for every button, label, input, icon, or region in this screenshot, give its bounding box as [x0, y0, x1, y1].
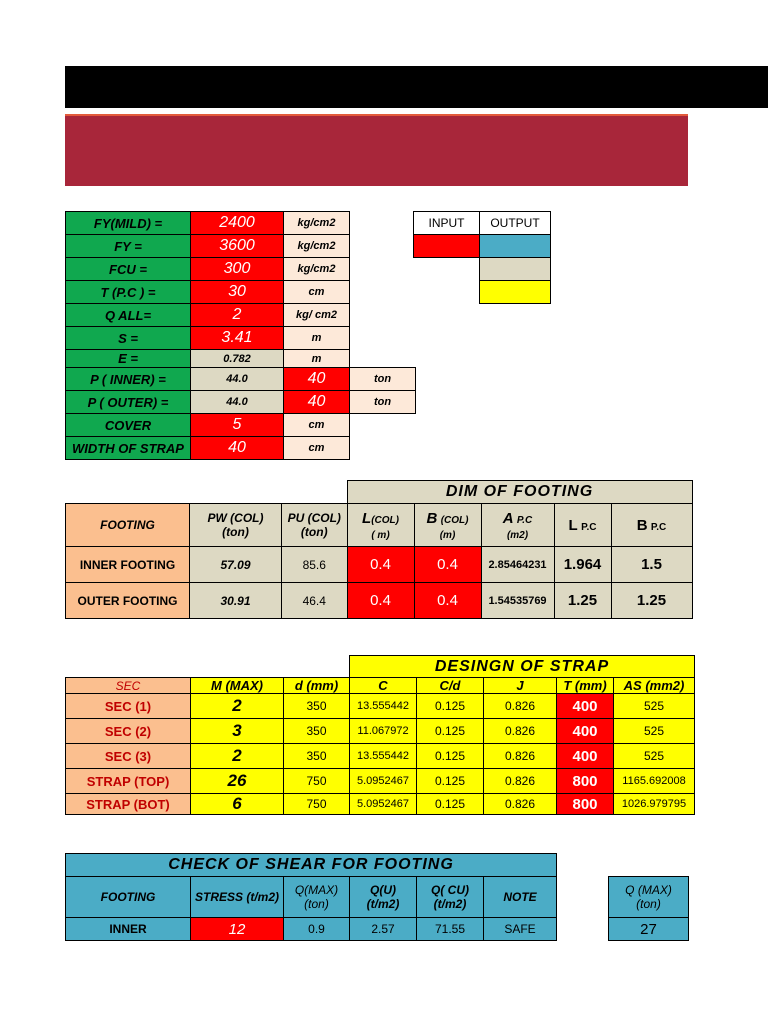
param-calc: 44.0 — [191, 391, 284, 414]
dim-row-bpc: 1.5 — [611, 547, 692, 583]
dim-row-pw: 57.09 — [190, 547, 282, 583]
shear-row-name: INNER — [66, 918, 191, 941]
dim-header-a: A P.C (m2) — [481, 504, 554, 547]
strap-cell-d: 750 — [284, 794, 350, 815]
dim-row-l[interactable]: 0.4 — [347, 547, 414, 583]
dim-row-name: INNER FOOTING — [66, 547, 190, 583]
param-value[interactable]: 40 — [284, 368, 350, 391]
strap-cell-c: 13.555442 — [350, 744, 417, 769]
shear-row-stress[interactable]: 12 — [191, 918, 284, 941]
strap-row — [66, 794, 695, 815]
strap-cell-sec: SEC (1) — [66, 694, 191, 719]
strap-cell-c: 11.067972 — [350, 719, 417, 744]
strap-cell-c: 5.0952467 — [350, 769, 417, 794]
dim-row-lpc: 1.25 — [554, 583, 611, 619]
param-label: S = — [66, 327, 191, 350]
param-unit: cm — [284, 281, 350, 304]
strap-header-cell: T (mm) — [557, 678, 614, 694]
dim-row-bpc: 1.25 — [611, 583, 692, 619]
strap-cell-m: 3 — [191, 719, 284, 744]
design-of-strap-table — [65, 655, 695, 815]
strap-cell-as: 525 — [614, 719, 695, 744]
strap-row — [66, 769, 695, 794]
strap-title: DESINGN OF STRAP — [350, 656, 695, 678]
shear-row-qcu: 71.55 — [417, 918, 484, 941]
param-unit: kg/cm2 — [284, 235, 350, 258]
strap-cell-d: 350 — [284, 694, 350, 719]
strap-cell-m: 2 — [191, 694, 284, 719]
dim-header-lpc: L P.C — [554, 504, 611, 547]
strap-cell-m: 26 — [191, 769, 284, 794]
dim-row-a: 2.85464231 — [481, 547, 554, 583]
strap-header-cell: d (mm) — [284, 678, 350, 694]
param-label: COVER — [66, 414, 191, 437]
param-label: E = — [66, 350, 191, 368]
strap-cell-j: 0.826 — [484, 769, 557, 794]
param-label: FY(MILD) = — [66, 212, 191, 235]
strap-cell-m: 6 — [191, 794, 284, 815]
dim-header-l: L(COL) ( m) — [347, 504, 414, 547]
shear-row-note: SAFE — [484, 918, 557, 941]
strap-header-cell: C/d — [417, 678, 484, 694]
param-unit: m — [284, 327, 350, 350]
dim-row-inner — [66, 547, 693, 583]
dim-row-outer — [66, 583, 693, 619]
param-value[interactable]: 5 — [191, 414, 284, 437]
strap-header-cell: AS (mm2) — [614, 678, 695, 694]
param-row — [66, 414, 416, 437]
strap-cell-d: 750 — [284, 769, 350, 794]
strap-cell-sec: SEC (3) — [66, 744, 191, 769]
strap-cell-sec: STRAP (BOT) — [66, 794, 191, 815]
param-value[interactable]: 3.41 — [191, 327, 284, 350]
title-banner — [65, 114, 688, 186]
strap-header-cell: C — [350, 678, 417, 694]
strap-cell-j: 0.826 — [484, 794, 557, 815]
param-label: WIDTH OF STRAP — [66, 437, 191, 460]
param-label: Q ALL= — [66, 304, 191, 327]
param-label: FY = — [66, 235, 191, 258]
dim-row-l[interactable]: 0.4 — [347, 583, 414, 619]
strap-cell-j: 0.826 — [484, 744, 557, 769]
param-row — [66, 235, 416, 258]
strap-cell-as: 525 — [614, 694, 695, 719]
dim-of-footing-table — [65, 480, 693, 619]
param-row — [66, 304, 416, 327]
param-row — [66, 212, 416, 235]
param-unit: cm — [284, 437, 350, 460]
q-max-side-table — [608, 876, 689, 941]
param-calc: 44.0 — [191, 368, 284, 391]
strap-cell-cd: 0.125 — [417, 694, 484, 719]
strap-cell-c: 5.0952467 — [350, 794, 417, 815]
shear-header-qu: Q(U) (t/m2) — [350, 877, 417, 918]
strap-cell-d: 350 — [284, 744, 350, 769]
strap-cell-t: 400 — [557, 744, 614, 769]
param-value[interactable]: 2 — [191, 304, 284, 327]
dim-header-footing: FOOTING — [66, 504, 190, 547]
param-row — [66, 258, 416, 281]
strap-row — [66, 744, 695, 769]
strap-header-cell: M (MAX) — [191, 678, 284, 694]
shear-row-qu: 2.57 — [350, 918, 417, 941]
param-row — [66, 350, 416, 368]
strap-cell-as: 1026.979795 — [614, 794, 695, 815]
param-value[interactable]: 30 — [191, 281, 284, 304]
shear-title: CHECK OF SHEAR FOR FOOTING — [66, 854, 557, 877]
strap-cell-as: 1165.692008 — [614, 769, 695, 794]
strap-cell-d: 350 — [284, 719, 350, 744]
dim-row-b[interactable]: 0.4 — [414, 547, 481, 583]
shear-header-note: NOTE — [484, 877, 557, 918]
param-value[interactable]: 3600 — [191, 235, 284, 258]
strap-cell-j: 0.826 — [484, 719, 557, 744]
shear-header-stress: STRESS (t/m2) — [191, 877, 284, 918]
dim-row-name: OUTER FOOTING — [66, 583, 190, 619]
param-row — [66, 327, 416, 350]
param-label: P ( INNER) = — [66, 368, 191, 391]
strap-row — [66, 694, 695, 719]
param-value[interactable]: 40 — [191, 437, 284, 460]
param-unit: m — [284, 350, 350, 368]
param-label: FCU = — [66, 258, 191, 281]
strap-cell-cd: 0.125 — [417, 769, 484, 794]
strap-cell-cd: 0.125 — [417, 719, 484, 744]
dim-header-bpc: B P.C — [611, 504, 692, 547]
legend-input-label: INPUT — [414, 212, 480, 235]
param-row — [66, 437, 416, 460]
legend-calc-swatch — [480, 258, 551, 281]
q-max-header: Q (MAX) (ton) — [609, 877, 689, 918]
strap-header-cell: J — [484, 678, 557, 694]
strap-cell-t: 800 — [557, 794, 614, 815]
dim-row-pu: 46.4 — [282, 583, 348, 619]
shear-header-qcu: Q( CU) (t/m2) — [417, 877, 484, 918]
legend-result-swatch — [480, 281, 551, 304]
param-value[interactable]: 40 — [284, 391, 350, 414]
dim-row-pw: 30.91 — [190, 583, 282, 619]
strap-cell-t: 400 — [557, 694, 614, 719]
param-value: 0.782 — [191, 350, 284, 368]
param-row — [66, 281, 416, 304]
shear-check-table — [65, 853, 557, 941]
legend-input-swatch — [414, 235, 480, 258]
param-unit: kg/cm2 — [284, 258, 350, 281]
dim-header-pw: PW (COL) (ton) — [190, 504, 282, 547]
strap-cell-j: 0.826 — [484, 694, 557, 719]
strap-cell-t: 800 — [557, 769, 614, 794]
param-unit: ton — [350, 368, 416, 391]
top-black-bar — [65, 66, 768, 108]
dim-row-a: 1.54535769 — [481, 583, 554, 619]
dim-title: DIM OF FOOTING — [347, 481, 692, 504]
dim-header-pu: PU (COL) (ton) — [282, 504, 348, 547]
param-unit: kg/cm2 — [284, 212, 350, 235]
strap-cell-sec: STRAP (TOP) — [66, 769, 191, 794]
param-row — [66, 368, 416, 391]
strap-cell-m: 2 — [191, 744, 284, 769]
strap-cell-t: 400 — [557, 719, 614, 744]
shear-row-qmax: 0.9 — [284, 918, 350, 941]
dim-row-pu: 85.6 — [282, 547, 348, 583]
strap-header-cell: SEC — [66, 678, 191, 694]
q-max-value: 27 — [609, 918, 689, 941]
param-value[interactable]: 300 — [191, 258, 284, 281]
param-row — [66, 391, 416, 414]
param-unit: ton — [350, 391, 416, 414]
param-label: P ( OUTER) = — [66, 391, 191, 414]
strap-cell-as: 525 — [614, 744, 695, 769]
strap-row — [66, 719, 695, 744]
strap-cell-cd: 0.125 — [417, 744, 484, 769]
dim-header-b: B (COL) (m) — [414, 504, 481, 547]
legend-table — [413, 211, 551, 304]
strap-cell-sec: SEC (2) — [66, 719, 191, 744]
param-value[interactable]: 2400 — [191, 212, 284, 235]
legend-output-label: OUTPUT — [480, 212, 551, 235]
param-unit: cm — [284, 414, 350, 437]
dim-row-lpc: 1.964 — [554, 547, 611, 583]
parameters-table — [65, 211, 416, 460]
param-unit: kg/ cm2 — [284, 304, 350, 327]
shear-header-footing: FOOTING — [66, 877, 191, 918]
dim-row-b[interactable]: 0.4 — [414, 583, 481, 619]
strap-cell-c: 13.555442 — [350, 694, 417, 719]
strap-cell-cd: 0.125 — [417, 794, 484, 815]
legend-output-swatch — [480, 235, 551, 258]
shear-header-qmax: Q(MAX) (ton) — [284, 877, 350, 918]
param-label: T (P.C ) = — [66, 281, 191, 304]
